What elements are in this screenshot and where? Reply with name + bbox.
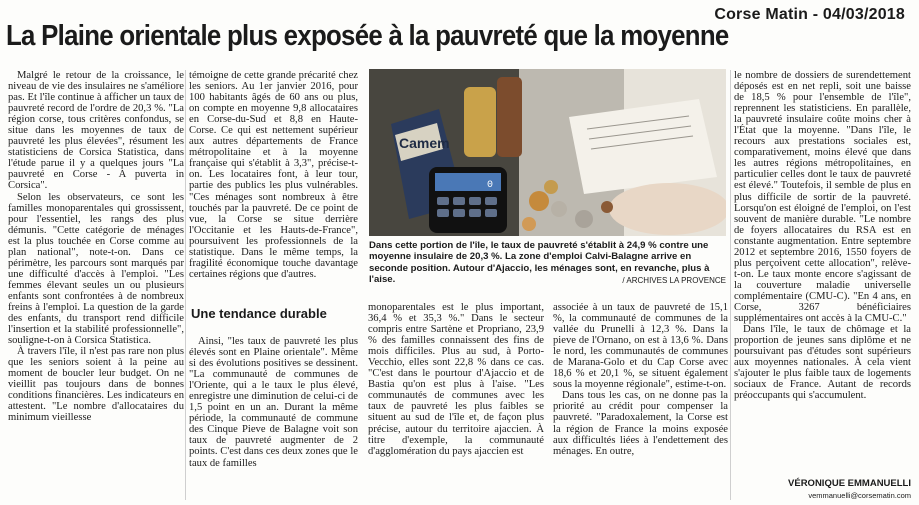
article-column-2 (189, 70, 358, 280)
paragraph: le nombre de dossiers de surendettement déposés est en net repli, soit une baisse de 18,5 % pour l'ensemble de l'île", reprennent les statisticiens. En parallèle, la pauvreté insulaire coûte moins cher à l'État que la moyenne. "Dans l'île, le recours aux prestations sociales est, comparativement, moins élevé que dans les autres régions métropolitaines, en particulier celles dont le taux de pauvreté est élevé." Toutefois, il semble de plus en plus difficile de sortir de la pauvreté. Lorsqu'on est éloigné de l'emploi, on l'est souvent de manière durable. "Le nombre de foyers allocataires du RSA est en constante augmentation. Entre septembre 2012 et septembre 2016, 1550 foyers de plus perçoivent cette allocation", relève-t-on. Le taux monte encore s'agissant de la couverture maladie universelle complémentaire (CMU-C). "En 4 ans, en Corse, 3267 bénéficiaires supplémentaires ont accès à la CMU-C." (734, 70, 911, 325)
paragraph: monoparentales est le plus important, 36,4 % et 35,3 %." Dans le secteur compris entre Sartène et Propriano, 23,9 % des familles connaissent des fins de mois difficiles. Plus au sud, à Porto-Vecchio, elles sont 22,8 % dans ce cas. "C'est dans le pourtour d'Ajaccio et de Bastia qu'on est plus à l'aise. "Les communautés de communes avec les taux de pauvreté les plus faibles se situent au sud de l'île et, de façon plus précise, autour du territoire ajaccien. À titre d'exemple, la communauté d'agglomération du pays ajaccien est (368, 302, 544, 457)
publication-date: Corse Matin - 04/03/2018 (714, 6, 905, 23)
author-byline: VÉRONIQUE EMMANUELLI (788, 478, 911, 489)
headline: La Plaine orientale plus exposée à la pauvreté que la moyenne (6, 20, 729, 52)
paragraph: associée à un taux de pauvreté de 15,1 %, la communauté de communes de la vallée du Prunelli à 12,3 %. Dans la pieve de l'Ornano, on est à 13,6 %. Dans le nord, les communautés de communes de Marana-Golo et du Cap Corse avec 18,6 % et 20,1 %, se situent également sous la moyenne régionale", estime-t-on. (553, 302, 728, 391)
photo-caption: Dans cette portion de l'île, le taux de pauvreté s'établit à 24,9 % contre une moyenne insulaire de 20,3 %. La zone d'emploi Calvi-Balagne arrive en seconde position. Autour d'Ajaccio, les ménages sont, en revanche, plus à l'aise. (369, 240, 710, 285)
box-label: Camem (399, 135, 450, 151)
paragraph: Selon les observateurs, ce sont les familles monoparentales qui grossissent, pour l'essentiel, les rangs des plus démunis. "Cette catégorie de ménages est la plus touchée en Corse comme au plan national", note-t-on. Dans ce périmètre, les parcours sont marqués par une difficulté d'accès à l'emploi. "Les femmes élevant seules un ou plusieurs enfants sont confrontées à de nombreux freins à l'emploi. La question de la garde des enfants, du transport rend difficile l'insertion et la stabilité professionnelle", souligne-t-on à Corsica Statistica. (8, 191, 184, 347)
article-photo (369, 69, 726, 236)
paragraph: Dans tous les cas, on ne donne pas la priorité au crédit pour compenser la pauvreté. "Paradoxalement, la Corse est la région de France la moins exposée aux difficultés liées à l'endettement des ménages. En outre, (553, 390, 728, 457)
paragraph: Dans l'île, le taux de chômage et la proportion de jeunes sans diplôme et ne poursuivant pas d'études sont supérieurs aux moyennes nationales. À cela vient s'ajouter le plus faible taux de logements sociaux de France. Autant de records préoccupants qui s'accumulent. (734, 324, 911, 402)
paragraph: témoigne de cette grande précarité chez les seniors. Au 1er janvier 2016, pour 100 habitants âgés de 60 ans ou plus, on compte en moyenne 9,8 allocataires en Corse-du-Sud et 8,8 en Haute-Corse. Ce qui est nettement supérieur aux autres départements de France métropolitaine et à la moyenne française qui s'établit à 3,3", précise-t-on. Les locataires font, à leur tour, partie des publics les plus vulnérables. "Ces ménages sont nombreux à être touchés par la pauvreté. De ce point de vue, la Corse se situe derrière l'Occitanie et les Hauts-de-France", poursuivent les professionnels de la statistique. Dans le même temps, la fragilité économique touche davantage certaines régions que d'autres. (189, 70, 358, 280)
subheading: Une tendance durable (191, 306, 327, 321)
column-divider (185, 70, 186, 500)
paragraph: À travers l'île, il n'est pas rare non plus que les seniors soient à la peine au moment de boucler leur budget. On ne vieillit pas toujours dans de bonnes conditions financières. Les indicateurs en attestent. "Le nombre d'allocataires du minimum vieillesse (8, 346, 184, 424)
photo-illustration (369, 69, 726, 236)
article-column-1 (8, 70, 184, 424)
photo-credit: / ARCHIVES LA PROVENCE (622, 276, 726, 285)
paragraph: Ainsi, "les taux de pauvreté les plus élevés sont en Plaine orientale". Même si des évolutions positives se dessinent. "La communauté de communes de l'Oriente, qui a le taux le plus élevé, enregistre une diminution de celui-ci de 1,5 point en un an. Durant la même période, la communauté de commune des Cinque Pieve de Balagne voit son taux de pauvreté augmenter de 2 points. C'est dans ces deux zones que le taux de familles (189, 336, 358, 469)
article-column-3 (368, 302, 544, 457)
column-divider (730, 70, 731, 500)
paragraph: Malgré le retour de la croissance, le niveau de vie des insulaires ne s'améliore pas. Et l'île continue à afficher un taux de pauvreté record de l'ordre de 20,3 %. "La région corse, tous critères confondus, se situe dans les moyennes de taux de pauvreté les plus élevées", résument les statisticiens de Corsica Statistica, dans l'étude parue il y a quelques jours "La pauvreté en Corse - A puverta in Corsica". (8, 70, 184, 192)
article-column-2-continued (189, 336, 358, 469)
article-column-4 (553, 302, 728, 457)
article-column-5 (734, 70, 911, 401)
calculator-display: 0 (486, 180, 493, 191)
author-email: vemmanuelli@corsematin.com (808, 491, 911, 500)
